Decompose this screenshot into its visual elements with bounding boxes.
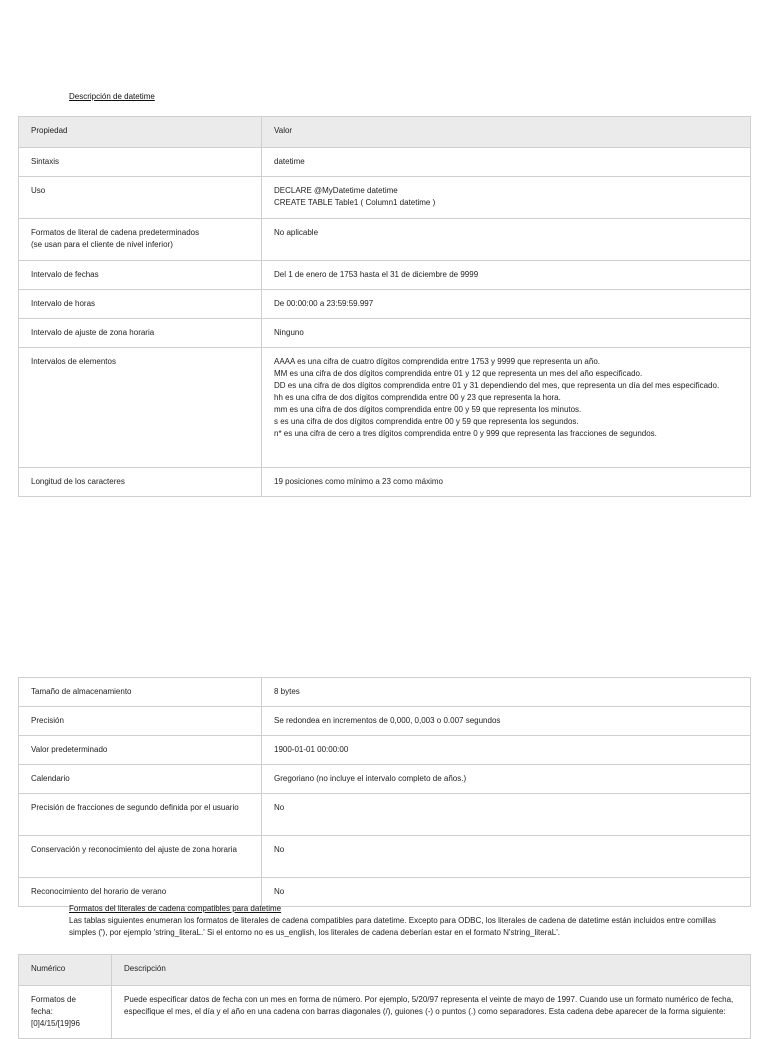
property-cell: Formatos de fecha: [0]4/15/[19]96 [19, 986, 112, 1039]
value-cell: De 00:00:00 a 23:59:59.997 [262, 290, 751, 319]
table-row [19, 836, 751, 878]
numeric-formats-table [18, 954, 751, 1039]
value-cell: Se redondea en incrementos de 0,000, 0,003 o 0.007 segundos [262, 707, 751, 736]
table-row [19, 290, 751, 319]
datetime-properties-table [18, 116, 751, 497]
table-row [19, 794, 751, 836]
section-title-string-literals: Formatos del literales de cadena compatibles para datetime [69, 904, 282, 913]
value-cell: 8 bytes [262, 678, 751, 707]
property-cell: Calendario [19, 765, 262, 794]
value-cell: No [262, 794, 751, 836]
section-intro-text: Las tablas siguientes enumeran los formatos de literales de cadena compatibles para datetime. Excepto para ODBC, los literales de cadena de datetime están incluidos entre comillas simples ('), por ejemplo 'string_literaL.' Si el entorno no es us_english, los literales de cadena deberían estar en el formato N'string_literaL'. [69, 916, 717, 937]
property-cell: Sintaxis [19, 148, 262, 177]
value-cell: Del 1 de enero de 1753 hasta el 31 de diciembre de 9999 [262, 261, 751, 290]
table-row [19, 148, 751, 177]
value-cell: DECLARE @MyDatetime datetime CREATE TABLE Table1 ( Column1 datetime ) [262, 177, 751, 219]
header-property: Propiedad [19, 117, 262, 148]
property-cell: Intervalo de ajuste de zona horaria [19, 319, 262, 348]
header-value: Valor [262, 117, 751, 148]
property-cell: Reconocimiento del horario de verano [19, 878, 262, 907]
property-cell: Valor predeterminado [19, 736, 262, 765]
value-cell: No aplicable [262, 219, 751, 261]
property-cell: Precisión [19, 707, 262, 736]
value-cell: No [262, 878, 751, 907]
value-cell: AAAA es una cifra de cuatro dígitos comprendida entre 1753 y 9999 que representa un año. MM es una cifra de dos dígitos comprendida entre 01 y 12 que representa un mes del año especificado. DD es una cifra de dos dígitos comprendida entre 01 y 31 dependiendo del mes, que representa un día del mes especificado. hh es una cifra de dos dígitos comprendida entre 00 y 23 que representa la hora. mm es una cifra de dos dígitos comprendida entre 00 y 59 que representa los minutos. s es una cifra de dos dígitos comprendida entre 00 y 59 que representa los segundos. n* es una cifra de cero a tres dígitos comprendida entre 0 y 999 que representa las fracciones de segundos. [262, 348, 751, 468]
value-cell: No [262, 836, 751, 878]
table-row [19, 348, 751, 468]
table-row [19, 219, 751, 261]
value-cell: Ninguno [262, 319, 751, 348]
property-cell: Longitud de los caracteres [19, 468, 262, 497]
section-title-datetime: Descripción de datetime [69, 92, 155, 101]
value-cell: Puede especificar datos de fecha con un mes en forma de número. Por ejemplo, 5/20/97 representa el veinte de mayo de 1997. Cuando use un formato numérico de fecha, especifique el mes, el día y el año en una cadena con barras diagonales (/), guiones (-) o puntos (.) como separadores. Esta cadena debe aparecer de la forma siguiente: [112, 986, 751, 1039]
table-row [19, 765, 751, 794]
string-literal-formats-section [69, 903, 729, 939]
property-cell: Precisión de fracciones de segundo definida por el usuario [19, 794, 262, 836]
value-cell: 1900-01-01 00:00:00 [262, 736, 751, 765]
table-row [19, 177, 751, 219]
table-row [19, 986, 751, 1039]
table-row [19, 678, 751, 707]
datetime-properties-table-continued [18, 677, 751, 907]
property-cell: Uso [19, 177, 262, 219]
header-description: Descripción [112, 955, 751, 986]
table-header-row [19, 117, 751, 148]
property-cell: Formatos de literal de cadena predeterminados (se usan para el cliente de nivel inferior) [19, 219, 262, 261]
value-cell: 19 posiciones como mínimo a 23 como máximo [262, 468, 751, 497]
table-row [19, 319, 751, 348]
table-row [19, 736, 751, 765]
header-numeric: Numérico [19, 955, 112, 986]
value-cell: Gregoriano (no incluye el intervalo completo de años.) [262, 765, 751, 794]
table-row [19, 468, 751, 497]
property-cell: Conservación y reconocimiento del ajuste de zona horaria [19, 836, 262, 878]
table-header-row [19, 955, 751, 986]
property-cell: Tamaño de almacenamiento [19, 678, 262, 707]
table-row [19, 261, 751, 290]
property-cell: Intervalos de elementos [19, 348, 262, 468]
value-cell: datetime [262, 148, 751, 177]
property-cell: Intervalo de fechas [19, 261, 262, 290]
property-cell: Intervalo de horas [19, 290, 262, 319]
table-row [19, 707, 751, 736]
